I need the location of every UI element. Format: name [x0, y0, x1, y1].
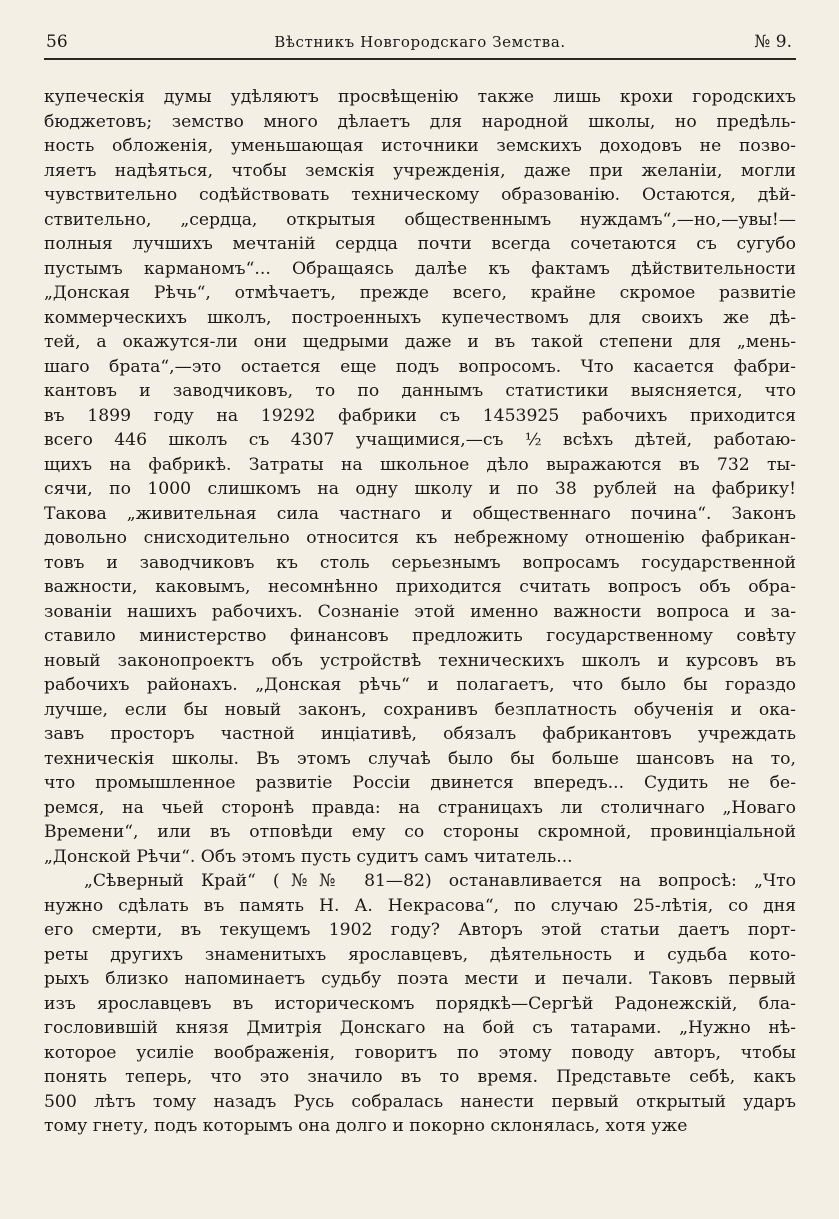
issue-number: № 9. [754, 32, 792, 52]
text-line: его смерти, въ текущемъ 1902 году? Авторъ этой статьи даетъ порт- [44, 920, 796, 940]
text-line: тому гнету, подъ которымъ она долго и покорно склонялась, хотя уже [44, 1116, 688, 1136]
text-line: ствительно, „сердца, открытыя общественнымъ нуждамъ“,—но,—увы!— [44, 209, 796, 230]
text-line: гословившій князя Дмитрія Донскаго на бой съ татарами. „Нужно нѣ- [44, 1018, 796, 1038]
text-line: ремся, на чьей сторонѣ правда: на страницахъ ли столичнаго „Новаго [44, 797, 796, 818]
text-line: бюджетовъ; земство много дѣлаетъ для народной школы, но предѣль- [44, 111, 796, 132]
text-line: всего 446 школъ съ 4307 учащимися,—съ ½ всѣхъ дѣтей, работаю- [44, 430, 796, 450]
text-line: полныя лучшихъ мечтаній сердца почти всегда сочетаются съ сугубо [44, 234, 796, 254]
text-line: ставило министерство финансовъ предложить государственному совѣту [44, 626, 796, 646]
page-number: 56 [46, 32, 68, 52]
text-line: пустымъ карманомъ“... Обращаясь далѣе къ фактамъ дѣйствительности [44, 258, 796, 279]
text-line: завъ просторъ частной инціативѣ, обязалъ фабрикантовъ учреждать [44, 724, 796, 744]
journal-title: Вѣстникъ Новгородскаго Земства. [274, 33, 566, 51]
text-line: купеческія думы удѣляютъ просвѣщенію также лишь крохи городскихъ [44, 87, 796, 107]
text-line: которое усиліе воображенія, говоритъ по этому поводу авторъ, чтобы [44, 1042, 796, 1063]
text-line: Времени“, или въ отповѣди ему со стороны скромной, провинціальной [44, 822, 796, 842]
text-line: реты другихъ знаменитыхъ ярославцевъ, дѣятельность и судьба кото- [44, 944, 796, 965]
text-line: рабочихъ районахъ. „Донская рѣчь“ и полагаетъ, что было бы гораздо [44, 675, 796, 695]
text-line: лучше, если бы новый законъ, сохранивъ безплатность обученія и ока- [44, 699, 796, 720]
text-line: Такова „живительная сила частнаго и общественнаго почина“. Законъ [44, 503, 796, 524]
text-line: чувствительно содѣйствовать техническому образованію. Остаются, дѣй- [44, 185, 796, 205]
text-line: довольно снисходительно относится къ небрежному отношенію фабрикан- [44, 528, 796, 548]
text-line: сячи, по 1000 слишкомъ на одну школу и по 38 рублей на фабрику! [44, 479, 796, 499]
article-body [44, 85, 796, 1139]
text-line: 500 лѣтъ тому назадъ Русь собралась нанести первый открытый ударъ [44, 1091, 796, 1112]
text-line: „Донской Рѣчи“. Объ этомъ пусть судитъ самъ читатель... [44, 846, 573, 867]
text-line: ляетъ надѣяться, чтобы земскія учрежденія, даже при желаніи, могли [44, 160, 796, 181]
text-line: шаго брата“,—это остается еще подъ вопросомъ. Что касается фабри- [44, 356, 796, 377]
text-line: коммерческихъ школъ, построенныхъ купечествомъ для своихъ же дѣ- [44, 307, 796, 328]
text-line: тей, а окажутся-ли они щедрыми даже и въ такой степени для „мень- [44, 332, 796, 352]
text-line: что промышленное развитіе Россіи двинется впередъ... Судить не бе- [44, 773, 796, 793]
text-line: техническія школы. Въ этомъ случаѣ было бы больше шансовъ на то, [44, 748, 796, 769]
text-line: понять теперь, что это значило въ то время. Представьте себѣ, какъ [44, 1067, 796, 1087]
text-line: рыхъ близко напоминаетъ судьбу поэта мести и печали. Таковъ первый [44, 969, 796, 989]
text-line: въ 1899 году на 19292 фабрики съ 1453925 рабочихъ приходится [44, 405, 796, 426]
text-line: товъ и заводчиковъ къ столь серьезнымъ вопросамъ государственной [44, 552, 796, 573]
text-line: щихъ на фабрикѣ. Затраты на школьное дѣло выражаются въ 732 ты- [44, 454, 796, 475]
text-line: важности, каковымъ, несомнѣнно приходится считать вопросъ объ обра- [44, 577, 796, 597]
text-line: кантовъ и заводчиковъ, то по даннымъ статистики выясняется, что [44, 381, 796, 401]
text-line: ность обложенія, уменьшающая источники земскихъ доходовъ не позво- [44, 136, 796, 156]
text-line: изъ ярославцевъ въ историческомъ порядкѣ—Сергѣй Радонежскій, бла- [44, 993, 796, 1014]
running-header [44, 32, 796, 60]
text-line: новый законопроектъ объ устройствѣ техническихъ школъ и курсовъ въ [44, 650, 796, 671]
text-line: „Донская Рѣчь“, отмѣчаетъ, прежде всего, крайне скромое развитіе [44, 283, 796, 303]
text-line: нужно сдѣлать въ память Н. А. Некрасова“, по случаю 25-лѣтія, со дня [44, 895, 796, 916]
text-line: зованіи нашихъ рабочихъ. Сознаніе этой именно важности вопроса и за- [44, 601, 796, 622]
text-line: „Сѣверный Край“ (№№ 81—82) останавливается на вопросѣ: „Что [84, 871, 796, 891]
